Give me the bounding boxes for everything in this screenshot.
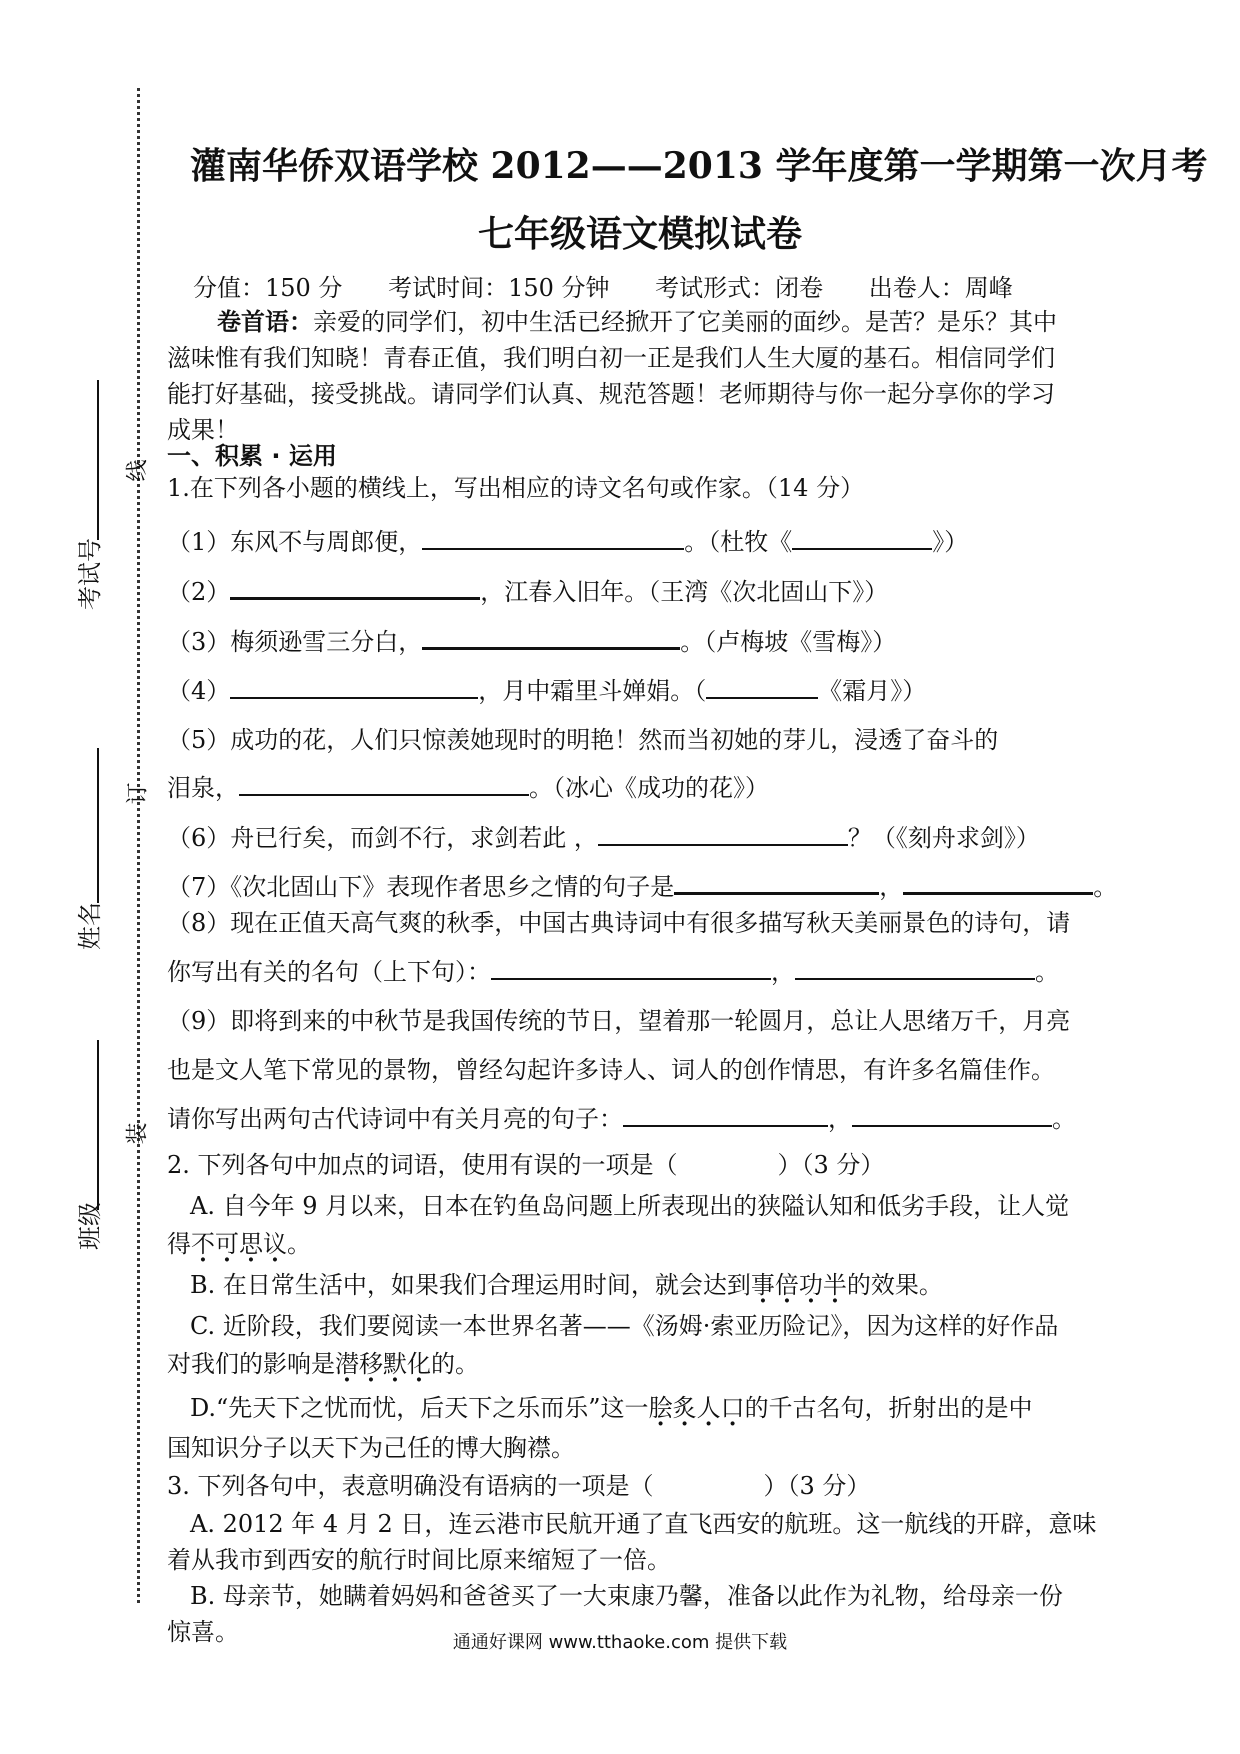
dotted-char: 功	[798, 1271, 823, 1299]
preface-line-1	[217, 306, 1157, 338]
answer-blank[interactable]	[422, 625, 680, 650]
dotted-char: 半	[822, 1271, 847, 1299]
q3-stem-score: ）（3 分）	[763, 1472, 871, 1500]
q2-option-c-cont	[167, 1348, 1107, 1380]
q1-item-6-text: （6）舟已行矣，而剑不行，求剑若此 ，	[167, 824, 598, 852]
q1-item-3	[167, 625, 1107, 658]
dotted-char: 人	[696, 1394, 721, 1422]
q3-option-b-cont: 惊喜。	[167, 1618, 239, 1646]
preface-text: 亲爱的同学们，初中生活已经掀开了它美丽的面纱。是苦？是乐？其中	[313, 308, 1057, 336]
q1-item-8: （8）现在正值天高气爽的秋季，中国古典诗词中有很多描写秋天美丽景色的诗句，请	[167, 909, 1071, 937]
q1-item-7-text-c: 。	[1093, 873, 1118, 901]
q1-item-9-cont: 也是文人笔下常见的景物，曾经勾起许多诗人、词人的创作情思，有许多名篇佳作。	[167, 1056, 1055, 1084]
name-label: 姓名	[76, 902, 104, 950]
q1-item-1	[167, 526, 1107, 558]
q1-stem: 1.在下列各小题的横线上，写出相应的诗文名句或作家。（14 分）	[167, 474, 865, 502]
q2-option-d	[190, 1392, 1130, 1424]
q1-item-8-text-c: 。	[1035, 958, 1059, 986]
dotted-char: 脍	[648, 1394, 673, 1422]
dotted-char: 倍	[774, 1271, 799, 1299]
answer-blank[interactable]	[674, 870, 879, 895]
dotted-word	[751, 1271, 847, 1299]
dotted-char: 不	[191, 1230, 215, 1258]
q1-item-4-text-c: 《霜月》）	[818, 677, 927, 705]
q2-option-d-cont: 国知识分子以天下为己任的博大胸襟。	[167, 1434, 575, 1462]
q1-item-8-text: 你写出有关的名句（上下句）：	[167, 958, 491, 986]
answer-blank[interactable]	[491, 956, 771, 980]
dotted-char: 炙	[672, 1394, 697, 1422]
q1-item-9: （9）即将到来的中秋节是我国传统的节日，望着那一轮圆月，总让人思绪万千，月亮	[167, 1007, 1071, 1035]
binding-dotted-line	[137, 88, 140, 1603]
q2-a-text: 得	[167, 1230, 191, 1258]
answer-blank[interactable]	[598, 822, 848, 846]
q2-d-text-end: 的千古名句，折射出的是中	[744, 1394, 1033, 1422]
q1-item-3-text-b: 。（卢梅坡《雪梅》）	[680, 628, 897, 656]
answer-blank[interactable]	[230, 675, 478, 699]
q1-item-8-cont	[167, 956, 1107, 988]
dotted-char: 事	[750, 1271, 775, 1299]
q2-d-text: D.“先天下之忧而忧，后天下之乐而乐”这一	[190, 1394, 649, 1422]
q3-option-a: A. 2012 年 4 月 2 日，连云港市民航开通了直飞西安的航班。这一航线的开辟，意味	[190, 1510, 1097, 1538]
q1-item-1-text-c: 》）	[932, 528, 969, 556]
preface-line-3: 能打好基础，接受挑战。请同学们认真、规范答题！老师期待与你一起分享你的学习	[167, 380, 1055, 408]
q1-item-5-cont	[167, 772, 1107, 804]
footer-source: 通通好课网 www.tthaoke.com 提供下载	[452, 1632, 788, 1653]
q1-item-9-text-c: 。	[1052, 1105, 1076, 1133]
preface-line-4: 成果！	[167, 416, 239, 444]
q1-item-6-text-b: ？（《刻舟求剑》）	[847, 824, 1040, 852]
class-label: 班级	[76, 1202, 104, 1250]
answer-blank[interactable]	[903, 870, 1093, 895]
dotted-char: 议	[263, 1230, 287, 1258]
answer-blank[interactable]	[852, 1103, 1052, 1127]
binding-char-ding: 订	[125, 782, 151, 805]
section-heading: 一、积累 · 运用	[167, 442, 337, 470]
q2-stem-text: 2. 下列各句中加点的词语，使用有误的一项是（	[167, 1151, 678, 1179]
exam-subtitle: 七年级语文模拟试卷	[477, 213, 802, 255]
exam-title: 灌南华侨双语学校 2012——2013 学年度第一学期第一次月考	[190, 145, 1208, 187]
q2-option-a: A. 自今年 9 月以来，日本在钓鱼岛问题上所表现出的狭隘认知和低劣手段，让人觉	[190, 1192, 1070, 1220]
q2-option-c: C. 近阶段，我们要阅读一本世界名著——《汤姆·索亚历险记》，因为这样的好作品	[190, 1312, 1059, 1340]
answer-blank[interactable]	[422, 526, 684, 550]
q2-a-text-end: 。	[287, 1230, 311, 1258]
q3-stem	[167, 1470, 1107, 1502]
q3-stem-text: 3. 下列各句中，表意明确没有语病的一项是（	[167, 1472, 654, 1500]
q1-item-5: （5）成功的花，人们只惊羡她现时的明艳！然而当初她的芽儿，浸透了奋斗的	[167, 726, 999, 754]
dotted-char: 潜	[335, 1350, 359, 1378]
q2-option-b	[190, 1269, 1130, 1301]
q2-stem-score: ）（3 分）	[777, 1151, 885, 1179]
q1-item-9-text-b: ，	[828, 1105, 852, 1133]
dotted-char: 口	[720, 1394, 745, 1422]
name-blank-line	[97, 748, 99, 903]
q3-option-a-cont: 着从我市到西安的航行时间比原来缩短了一倍。	[167, 1546, 671, 1574]
q2-stem	[167, 1149, 1107, 1181]
form-info: 考试形式：闭卷	[655, 274, 824, 302]
q2-c-text-end: 的。	[431, 1350, 479, 1378]
answer-blank[interactable]	[230, 575, 480, 600]
q1-item-7-text-b: ，	[879, 873, 904, 901]
dotted-char: 化	[407, 1350, 431, 1378]
q3-option-b: B. 母亲节，她瞒着妈妈和爸爸买了一大束康乃馨，准备以此作为礼物，给母亲一份	[190, 1582, 1063, 1610]
q1-item-4	[167, 675, 1107, 707]
q2-b-text-end: 的效果。	[846, 1271, 943, 1299]
q1-item-4-text-b: ，月中霜里斗婵娟。（	[478, 677, 707, 705]
binding-char-line: 线	[125, 459, 151, 482]
q1-item-6	[167, 822, 1107, 854]
dotted-word	[191, 1230, 287, 1258]
q1-item-2-text: （2）	[167, 578, 231, 606]
q1-item-3-text: （3）梅须逊雪三分白，	[167, 628, 423, 656]
dotted-char: 默	[383, 1350, 407, 1378]
binding-char-zhuang: 装	[125, 1122, 151, 1145]
time-info: 考试时间：150 分钟	[388, 274, 610, 302]
answer-blank[interactable]	[795, 956, 1035, 980]
q1-item-2-text-b: ，江春入旧年。（王湾《次北固山下》）	[480, 578, 889, 606]
class-blank-line	[97, 1040, 99, 1210]
dotted-word	[649, 1394, 745, 1422]
dotted-char: 移	[359, 1350, 383, 1378]
q1-item-4-text: （4）	[167, 677, 231, 705]
exam-no-blank-line	[97, 380, 99, 540]
author-info: 出卷人：周峰	[868, 274, 1013, 302]
q1-item-8-text-b: ，	[771, 958, 795, 986]
q1-item-7	[167, 870, 1118, 903]
dotted-word	[335, 1350, 431, 1378]
q1-item-7-text: （7）《次北固山下》表现作者思乡之情的句子是	[167, 873, 675, 901]
q2-c-text: 对我们的影响是	[167, 1350, 335, 1378]
dotted-char: 思	[239, 1230, 263, 1258]
dotted-char: 可	[215, 1230, 239, 1258]
preface-lead: 卷首语：	[217, 307, 313, 336]
q1-item-1-text: （1）东风不与周郎便，	[167, 528, 423, 556]
answer-blank[interactable]	[706, 675, 818, 699]
exam-no-label: 考试号	[76, 538, 104, 610]
q1-item-1-text-b: 。（杜牧《	[684, 528, 793, 556]
q1-item-9-ask	[167, 1103, 1107, 1135]
q2-option-a-cont	[167, 1228, 1107, 1260]
score-info: 分值：150 分	[193, 274, 343, 302]
q2-b-text: B. 在日常生活中，如果我们合理运用时间，就会达到	[190, 1271, 751, 1299]
q1-item-9-text: 请你写出两句古代诗词中有关月亮的句子：	[167, 1105, 623, 1133]
answer-blank[interactable]	[792, 526, 932, 550]
q1-item-5-text-b: 。（冰心《成功的花》）	[529, 774, 769, 802]
exam-info-row	[193, 272, 1133, 304]
answer-blank[interactable]	[623, 1103, 828, 1127]
q1-item-5-text: 泪泉，	[167, 774, 239, 802]
answer-blank[interactable]	[239, 772, 529, 796]
preface-line-2: 滋味惟有我们知晓！青春正值，我们明白初一正是我们人生大厦的基石。相信同学们	[167, 344, 1055, 372]
q1-item-2	[167, 575, 1107, 608]
